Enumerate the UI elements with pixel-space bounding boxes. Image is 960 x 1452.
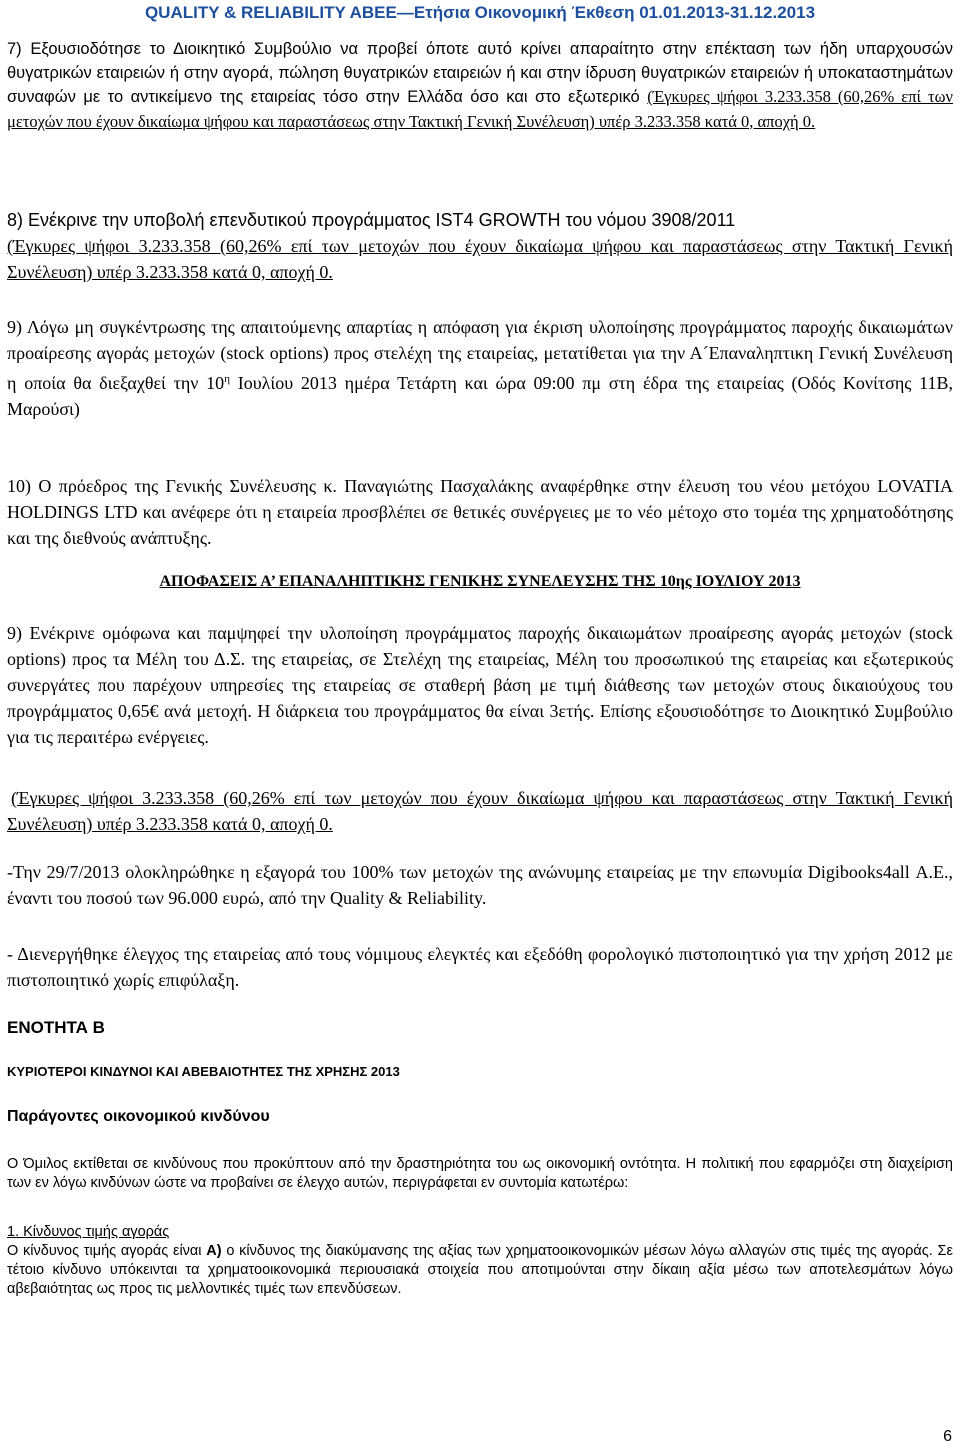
acquisition-note	[7, 859, 953, 911]
financial-risk-factors-title: Παράγοντες οικονομικού κινδύνου	[7, 1108, 270, 1125]
resolution-10-text: 10) Ο πρόεδρος της Γενικής Συνέλευσης κ. Παναγιώτης Πασχαλάκης αναφέρθηκε στην έλευση του νέου μετόχου LOVATIA HOLDINGS LTD και ανέφερε ότι η εταιρεία προσβλέπει σε θετικές συνέργειες με το νέο μέτοχο στο τομέα της χρηματοδότησης και της διεθνούς ανάπτυξης.	[7, 476, 953, 548]
section-b-title: ΕΝΟΤΗΤΑ Β	[7, 1018, 105, 1037]
resolution-7-body: 7) Εξουσιοδότησε το Διοικητικό Συμβούλιο να προβεί όποτε αυτό κρίνει απαραίτητο στην επέκταση των ήδη υπαρχουσών θυγατρικών εταιρειών ή στην αγορά, πώληση θυγατρικών εταιρειών ή και στην ίδρυση θυγατρικών εταιρειών ή υποκαταστημάτων συναφών με το αντικείμενο της εταιρείας τόσο στην Ελλάδα όσο και στο εξωτερικό	[7, 40, 953, 106]
page-number: 6	[943, 1428, 952, 1445]
financial-risk-intro: Ο Όμιλος εκτίθεται σε κινδύνους που προκύπτουν από την δραστηριότητα του ως οικονομική οντότητα. Η πολιτική που εφαρμόζει στη διαχείριση των εν λόγω κινδύνων ώστε να προβαίνει σε έλεγχο αυτών, περιγράφεται εν συντομία κατωτέρω:	[7, 1156, 953, 1191]
page-header: QUALITY & RELIABILITY ABEE—Ετήσια Οικονομική Έκθεση 01.01.2013-31.12.2013	[144, 3, 816, 22]
repeat-resolution-9-text: 9) Ενέκρινε ομόφωνα και παμψηφεί την υλοποίηση προγράμματος παροχής δικαιωμάτων προαίρεσης αγοράς μετοχών (stock options) προς τα Μέλη του Δ.Σ. της εταιρείας, σε Στελέχη της εταιρείας, Μέλη του προσωπικού της εταιρείας και εξωτερικούς συνεργάτες που παρέχουν υπηρεσίες της εταιρείας σε σταθερή βάση με τιμή διάθεσης των μετοχών στους δικαιούχους του προγράμματος 0,65€ ανά μετοχή. Η διάρκεια του προγράμματος θα είναι 3ετής. Επίσης εξουσιοδότησε το Διοικητικό Συμβούλιο για τις περαιτέρω ενέργειες.	[7, 623, 953, 747]
resolution-9-body-end: Ιουλίου 2013 ημέρα Τετάρτη και ώρα 09:00 πμ στη έδρα της εταιρείας (Οδός Κονίτσης 11Β, Μαρούσι)	[7, 373, 953, 419]
tax-audit-text: - Διενεργήθηκε έλεγχος της εταιρείας από τους νόμιμους ελεγκτές και εξεδόθη φορολογικό πιστοποιητικό για την χρήση 2012 με πιστοποιητικό χωρίς επιφύλαξη.	[7, 944, 953, 990]
ordinal-superscript: η	[224, 373, 230, 385]
market-price-risk-text	[7, 1242, 953, 1299]
acquisition-text: -Την 29/7/2013 ολοκληρώθηκε η εξαγορά του 100% των μετοχών της ανώνυμης εταιρείας με την επωνυμία Digibooks4all Α.Ε., έναντι του ποσού των 96.000 ευρώ, από την Quality & Reliability.	[7, 862, 953, 908]
resolution-7-text	[7, 38, 953, 134]
risks-title: ΚΥΡΙΟΤΕΡΟΙ ΚΙΝΔΥΝΟΙ ΚΑΙ ΑΒΕΒΑΙΟΤΗΤΕΣ ΤΗΣ ΧΡΗΣΗΣ 2013	[7, 1064, 400, 1079]
resolution-9-postponed	[7, 314, 953, 422]
resolution-9-body: 9) Λόγω μη συγκέντρωσης της απαιτούμενης απαρτίας η απόφαση για έκριση υλοποίησης προγράμματος παροχής δικαιωμάτων προαίρεσης αγοράς μετοχών (stock options) προς στελέχη της εταιρείας, μετατίθεται για την Α´Επαναληπτικη Γενική Συνέλευση η οποία θα διεξαχθεί την 10	[7, 317, 953, 393]
repeat-resolution-9	[7, 620, 953, 750]
resolution-7	[7, 38, 953, 134]
repeat-assembly-decisions-heading: ΑΠΟΦΑΣΕΙΣ Α’ ΕΠΑΝΑΛΗΠΤΙΚΗΣ ΓΕΝΙΚΗΣ ΣΥΝΕΛΕΥΣΗΣ ΤΗΣ 10ης ΙΟΥΛΙΟΥ 2013	[159, 573, 801, 590]
market-price-risk-title: 1. Κίνδυνος τιμής αγοράς	[7, 1224, 170, 1240]
resolution-7-votes: (Έγκυρες ψήφοι 3.233.358 (60,26% επί των μετοχών που έχουν δικαίωμα ψήφου και παραστάσεως στην Τακτική Γενική Συνέλευση) υπέρ 3.233.358 κατά 0, αποχή 0.	[7, 87, 953, 131]
tax-audit-note	[7, 941, 953, 993]
market-price-risk-bold: Α)	[206, 1243, 222, 1259]
resolution-8	[7, 207, 953, 285]
resolution-9-postponed-text	[7, 314, 953, 422]
repeat-resolution-9-votes: (Έγκυρες ψήφοι 3.233.358 (60,26% επί των μετοχών που έχουν δικαίωμα ψήφου και παραστάσεως στην Τακτική Γενική Συνέλευση) υπέρ 3.233.358 κατά 0, αποχή 0.	[7, 788, 953, 834]
resolution-8-votes: (Έγκυρες ψήφοι 3.233.358 (60,26% επί των μετοχών που έχουν δικαίωμα ψήφου και παραστάσεως στην Τακτική Γενική Συνέλευση) υπέρ 3.233.358 κατά 0, αποχή 0.	[7, 236, 953, 282]
resolution-8-text: 8) Ενέκρινε την υποβολή επενδυτικού προγράμματος IST4 GROWTH του νόμου 3908/2011	[7, 210, 736, 230]
market-price-risk-rest: ο κίνδυνος της διακύμανσης της αξίας των χρηματοοικονομικών μέσων λόγω αλλαγών στις τιμές της αγοράς. Σε τέτοιο κίνδυνο υπόκεινται τα χρηματοοικονομικά περιουσιακά στοιχεία που αποτιμούνται στην δίκαιη αξία μέσω των αποτελεσμάτων λόγω αβεβαιότητας ως προς τις μελλοντικές τιμές των επενδύσεων.	[7, 1243, 953, 1297]
resolution-10	[7, 473, 953, 551]
market-price-risk-start: Ο κίνδυνος τιμής αγοράς είναι	[7, 1243, 207, 1259]
repeat-resolution-9-votes-block	[7, 785, 953, 837]
